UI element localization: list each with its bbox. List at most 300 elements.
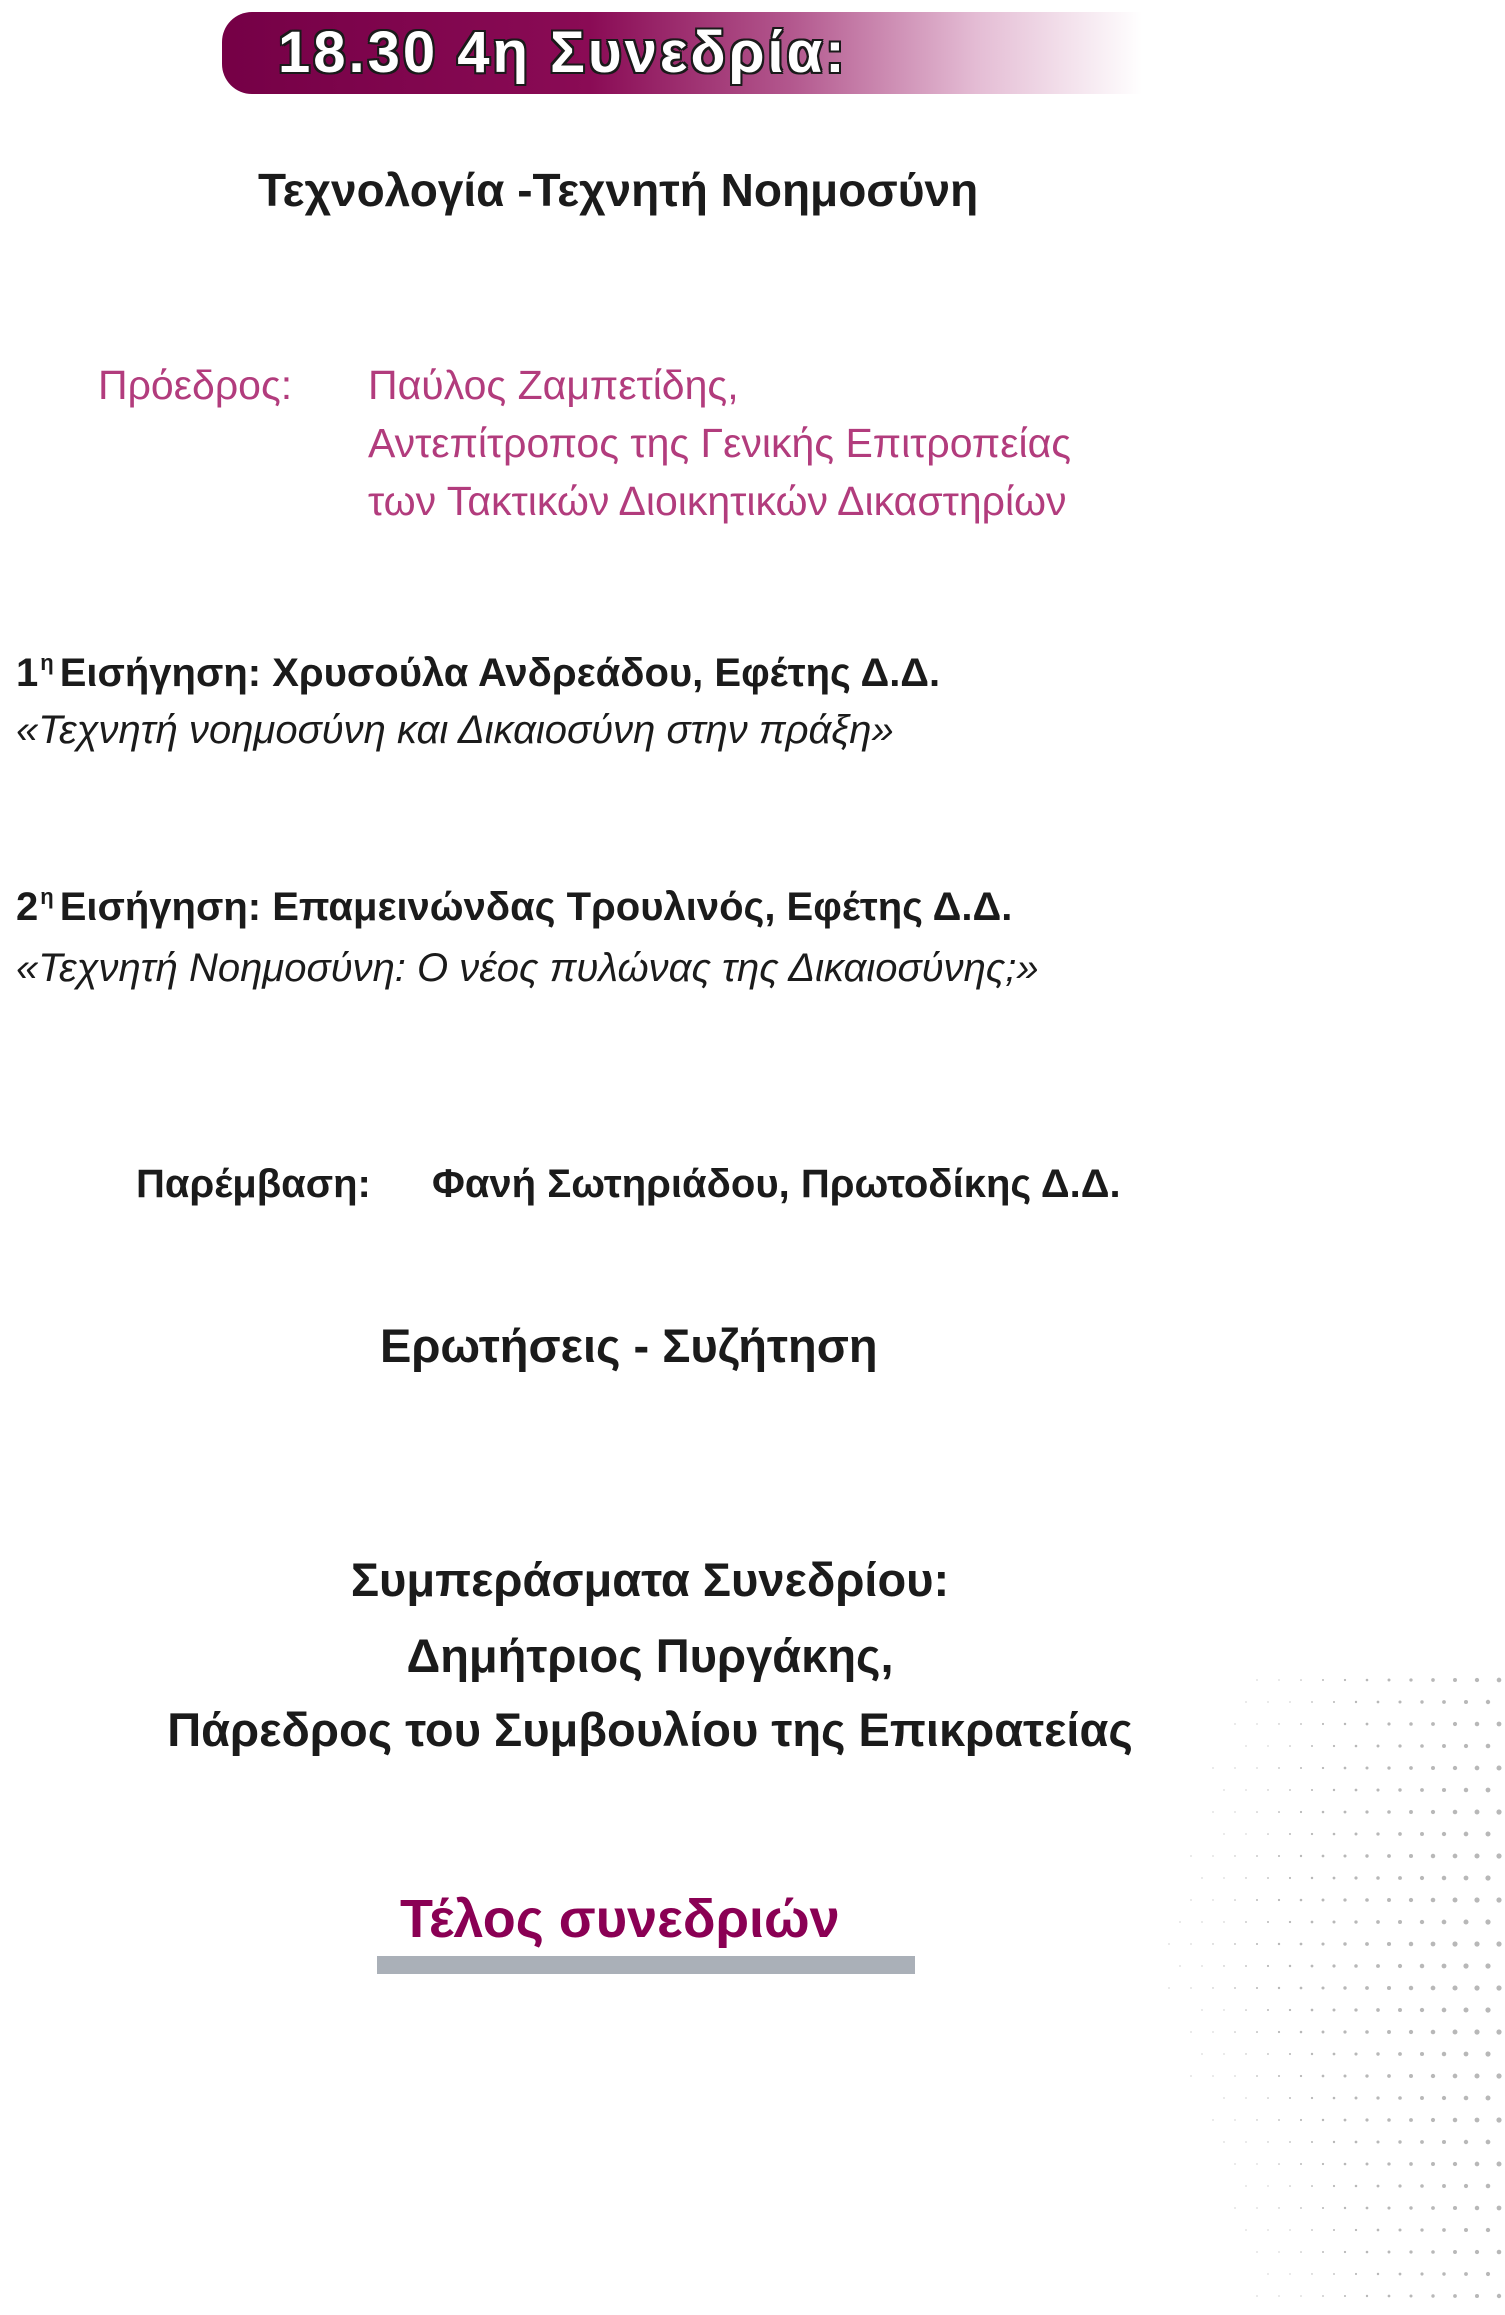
speech-2-speaker: Εισήγηση: Επαμεινώνδας Τρουλινός, Εφέτης Δ.Δ. <box>59 885 1013 929</box>
pattern-dot <box>1420 1744 1424 1748</box>
pattern-dot <box>1256 1767 1257 1768</box>
pattern-dot <box>1267 2229 1268 2230</box>
pattern-dot <box>1431 2294 1434 2297</box>
pattern-dot <box>1179 1921 1180 1922</box>
pattern-dot <box>1190 1943 1191 1944</box>
pattern-dot <box>1289 1701 1290 1702</box>
pattern-dot <box>1463 1963 1468 1968</box>
pattern-dot <box>1365 1986 1369 1990</box>
pattern-dot <box>1377 1745 1380 1748</box>
pattern-dot <box>1289 2097 1291 2099</box>
speech-1-title: «Τεχνητή νοημοσύνη και Δικαιοσύνη στην πράξη» <box>16 708 894 752</box>
pattern-dot <box>1387 1854 1391 1858</box>
pattern-dot <box>1333 2009 1336 2012</box>
pattern-dot <box>1343 1986 1346 1989</box>
pattern-dot <box>1475 1766 1480 1771</box>
pattern-dot <box>1354 2052 1357 2055</box>
pattern-dot <box>1289 1745 1291 1747</box>
pattern-dot <box>1387 2162 1390 2165</box>
pattern-dot <box>1431 2162 1435 2166</box>
pattern-dot <box>1212 1767 1213 1768</box>
pattern-dot <box>1278 2031 1280 2033</box>
chair-role-line-2: των Τακτικών Διοικητικών Δικαστηρίων <box>368 478 1067 524</box>
pattern-dot <box>1190 1855 1191 1856</box>
speech-1-speaker: Εισήγηση: Χρυσούλα Ανδρεάδου, Εφέτης Δ.Δ. <box>59 651 941 695</box>
pattern-dot <box>1365 2118 1368 2121</box>
pattern-dot <box>1442 2008 1447 2013</box>
pattern-dot <box>1234 2075 1235 2076</box>
pattern-dot <box>1431 2074 1435 2078</box>
pattern-dot <box>1496 2073 1501 2078</box>
pattern-dot <box>1387 1766 1390 1769</box>
pattern-dot <box>1464 2272 1468 2276</box>
pattern-dot <box>1376 1964 1380 1968</box>
pattern-dot <box>1190 1899 1191 1900</box>
pattern-dot <box>1387 2118 1391 2122</box>
pattern-dot <box>1485 2051 1490 2056</box>
pattern-dot <box>1485 2007 1490 2012</box>
pattern-dot <box>1420 2184 1424 2188</box>
pattern-dot <box>1190 2031 1191 2032</box>
pattern-dot <box>1223 1921 1224 1922</box>
pattern-dot <box>1496 1853 1501 1858</box>
pattern-dot <box>1245 1877 1246 1878</box>
pattern-dot <box>1311 2229 1313 2231</box>
pattern-dot <box>1453 1722 1457 1726</box>
pattern-dot <box>1278 1811 1280 1813</box>
pattern-dot <box>1376 2052 1379 2055</box>
pattern-dot <box>1278 2119 1280 2121</box>
pattern-dot <box>1355 1789 1358 1792</box>
pattern-dot <box>1398 2140 1401 2143</box>
pattern-dot <box>1409 1678 1412 1681</box>
pattern-dot <box>1431 1766 1435 1770</box>
pattern-dot <box>1245 2185 1246 2186</box>
pattern-dot <box>1201 2009 1202 2010</box>
pattern-dot <box>1464 1744 1468 1748</box>
pattern-dot <box>1420 2140 1424 2144</box>
pattern-dot <box>1344 2207 1346 2209</box>
pattern-dot <box>1486 2272 1490 2276</box>
pattern-dot <box>1267 1789 1268 1790</box>
pattern-dot <box>1355 2097 1358 2100</box>
pattern-dot <box>1300 2075 1302 2077</box>
pattern-dot <box>1311 2273 1312 2274</box>
pattern-dot <box>1420 2008 1424 2012</box>
pattern-dot <box>1355 2185 1358 2188</box>
pattern-dot <box>1355 1701 1357 1703</box>
pattern-dot <box>1245 1789 1246 1790</box>
pattern-dot <box>1278 2075 1280 2077</box>
pattern-dot <box>1398 1744 1401 1747</box>
session-title: 18.30 4η Συνεδρία: <box>278 20 848 85</box>
pattern-dot <box>1486 2228 1490 2232</box>
pattern-dot <box>1333 2185 1335 2187</box>
speech-1-ordinal: η <box>40 650 54 675</box>
pattern-dot <box>1201 2053 1202 2054</box>
pattern-dot <box>1366 1723 1369 1726</box>
pattern-dot <box>1420 2272 1423 2275</box>
pattern-dot <box>1223 1877 1224 1878</box>
pattern-dot <box>1453 2294 1457 2298</box>
pattern-dot <box>1398 2008 1402 2012</box>
pattern-dot <box>1366 1679 1369 1682</box>
pattern-dot <box>1464 1832 1469 1837</box>
pattern-dot <box>1420 1700 1423 1703</box>
pattern-dot <box>1343 2030 1346 2033</box>
pattern-dot <box>1223 1789 1224 1790</box>
pattern-dot <box>1344 1811 1347 1814</box>
pattern-dot <box>1442 2096 1446 2100</box>
pattern-dot <box>1289 2141 1291 2143</box>
pattern-dot <box>1475 2250 1479 2254</box>
pattern-dot <box>1212 1899 1213 1900</box>
pattern-dot <box>1464 2052 1469 2057</box>
pattern-dot <box>1486 1700 1490 1704</box>
pattern-dot <box>1387 1722 1390 1725</box>
pattern-dot <box>1355 2273 1357 2275</box>
pattern-dot <box>1475 1810 1480 1815</box>
conclusions-speaker: Δημήτριος Πυργάκης, <box>406 1629 894 1682</box>
pattern-dot <box>1245 2229 1246 2230</box>
pattern-dot <box>1474 1985 1479 1990</box>
pattern-dot <box>1333 2053 1336 2056</box>
pattern-dot <box>1474 2029 1479 2034</box>
pattern-dot <box>1322 2295 1324 2297</box>
decorative-dot-pattern <box>1115 1670 1505 2315</box>
pattern-dot <box>1201 1921 1202 1922</box>
pattern-dot <box>1278 1723 1279 1724</box>
pattern-dot <box>1409 1986 1413 1990</box>
pattern-dot <box>1398 1876 1402 1880</box>
pattern-dot <box>1398 1964 1402 1968</box>
pattern-dot <box>1485 1875 1490 1880</box>
pattern-dot <box>1486 1832 1491 1837</box>
pattern-dot <box>1398 2052 1402 2056</box>
pattern-dot <box>1322 1899 1325 1902</box>
pattern-dot <box>1463 1919 1468 1924</box>
pattern-dot <box>1289 2185 1291 2187</box>
pattern-dot <box>1168 1943 1169 1944</box>
pattern-dot <box>1453 1766 1457 1770</box>
pattern-dot <box>1267 1921 1269 1923</box>
pattern-dot <box>1300 1855 1302 1857</box>
pattern-dot <box>1420 2228 1423 2231</box>
pattern-dot <box>1475 1678 1479 1682</box>
pattern-dot <box>1311 1789 1313 1791</box>
pattern-dot <box>1431 1898 1436 1903</box>
pattern-dot <box>1256 1811 1258 1813</box>
pattern-dot <box>1366 2251 1369 2254</box>
pattern-dot <box>1475 2206 1479 2210</box>
pattern-dot <box>1431 1722 1435 1726</box>
pattern-dot <box>1267 2185 1268 2186</box>
pattern-dot <box>1223 2141 1224 2142</box>
pattern-dot <box>1354 1876 1357 1879</box>
pattern-dot <box>1311 1965 1314 1968</box>
pattern-dot <box>1190 1987 1191 1988</box>
pattern-dot <box>1267 1877 1269 1879</box>
conclusions-role: Πάρεδρος του Συμβουλίου της Επικρατείας <box>167 1703 1133 1756</box>
pattern-dot <box>1365 1766 1368 1769</box>
pattern-dot <box>1365 1810 1368 1813</box>
pattern-dot <box>1376 1788 1379 1791</box>
pattern-dot <box>1474 1941 1479 1946</box>
pattern-dot <box>1377 2185 1380 2188</box>
pattern-dot <box>1333 2273 1335 2275</box>
pattern-dot <box>1234 1767 1235 1768</box>
pattern-dot <box>1485 1963 1490 1968</box>
pattern-dot <box>1442 1964 1447 1969</box>
pattern-dot <box>1321 1942 1324 1945</box>
pattern-dot <box>1300 2295 1301 2296</box>
pattern-dot <box>1442 2228 1446 2232</box>
conclusions-label: Συμπεράσματα Συνεδρίου: <box>350 1553 950 1606</box>
pattern-dot <box>1453 2250 1457 2254</box>
pattern-dot <box>1453 2162 1457 2166</box>
pattern-dot <box>1234 1943 1236 1945</box>
pattern-dot <box>1332 1920 1335 1923</box>
pattern-dot <box>1278 1767 1280 1769</box>
pattern-dot <box>1344 2119 1347 2122</box>
pattern-dot <box>1289 1877 1291 1879</box>
pattern-dot <box>1366 2295 1368 2297</box>
pattern-dot <box>1387 1898 1391 1902</box>
pattern-dot <box>1354 1964 1358 1968</box>
pattern-dot <box>1496 1941 1501 1946</box>
pattern-dot <box>1355 1745 1358 1748</box>
pattern-dot <box>1322 1855 1325 1858</box>
pattern-dot <box>1420 2096 1424 2100</box>
pattern-dot <box>1431 1810 1435 1814</box>
pattern-dot <box>1245 2053 1246 2054</box>
pattern-dot <box>1475 2294 1479 2298</box>
pattern-dot <box>1409 2206 1412 2209</box>
pattern-dot <box>1300 1679 1302 1681</box>
pattern-dot <box>1376 2008 1380 2012</box>
pattern-dot <box>1256 2207 1257 2208</box>
pattern-dot <box>1420 1832 1424 1836</box>
pattern-dot <box>1464 2008 1469 2013</box>
pattern-dot <box>1333 1833 1336 1836</box>
pattern-dot <box>1431 2030 1436 2035</box>
pattern-dot <box>1420 1876 1424 1880</box>
pattern-dot <box>1245 1745 1246 1746</box>
pattern-dot <box>1420 1788 1424 1792</box>
pattern-dot <box>1431 1986 1436 1991</box>
pattern-dot <box>1278 2295 1279 2296</box>
pattern-dot <box>1256 1679 1257 1680</box>
pattern-dot <box>1322 1679 1324 1681</box>
pattern-dot <box>1474 1897 1479 1902</box>
pattern-dot <box>1497 1678 1502 1683</box>
pattern-dot <box>1409 2250 1412 2253</box>
pattern-dot <box>1256 2119 1257 2120</box>
pattern-dot <box>1409 1810 1413 1814</box>
pattern-dot <box>1409 1766 1413 1770</box>
pattern-dot <box>1322 2031 1325 2034</box>
pattern-dot <box>1311 2053 1313 2055</box>
pattern-dot <box>1311 1745 1313 1747</box>
pattern-dot <box>1245 2097 1246 2098</box>
speech-1-number: 1 <box>16 651 39 695</box>
pattern-dot <box>1322 2251 1324 2253</box>
pattern-dot <box>1376 1920 1380 1924</box>
pattern-dot <box>1496 2117 1501 2122</box>
pattern-dot <box>1496 1985 1501 1990</box>
pattern-dot <box>1442 1700 1446 1704</box>
pattern-dot <box>1355 2141 1358 2144</box>
pattern-dot <box>1453 2074 1458 2079</box>
pattern-dot <box>1267 1833 1269 1835</box>
pattern-dot <box>1399 2229 1402 2232</box>
pattern-dot <box>1256 1987 1258 1989</box>
pattern-dot <box>1223 1965 1224 1966</box>
pattern-dot <box>1387 2030 1391 2034</box>
speech-2-number: 2 <box>16 885 39 929</box>
pattern-dot <box>1311 1701 1313 1703</box>
pattern-dot <box>1322 2163 1324 2165</box>
pattern-dot <box>1234 2163 1235 2164</box>
pattern-dot <box>1343 2074 1346 2077</box>
pattern-dot <box>1420 1920 1424 1924</box>
pattern-dot <box>1278 1987 1280 1989</box>
pattern-dot <box>1486 2140 1491 2145</box>
pattern-dot <box>1376 1876 1380 1880</box>
pattern-dot <box>1300 2251 1302 2253</box>
pattern-dot <box>1497 2162 1502 2167</box>
pattern-dot <box>1322 2119 1324 2121</box>
pattern-dot <box>1245 1701 1246 1702</box>
pattern-dot <box>1474 2073 1479 2078</box>
pattern-dot <box>1223 2097 1224 2098</box>
pattern-dot <box>1344 2295 1346 2297</box>
pattern-dot <box>1377 1701 1380 1704</box>
pattern-dot <box>1289 2009 1291 2011</box>
pattern-dot <box>1267 2141 1268 2142</box>
pattern-dot <box>1245 1965 1247 1967</box>
pattern-dot <box>1256 1855 1258 1857</box>
pattern-dot <box>1256 2163 1257 2164</box>
pattern-dot <box>1212 1943 1213 1944</box>
speech-2-heading <box>16 884 1012 930</box>
pattern-dot <box>1245 2141 1246 2142</box>
end-title: Τέλος συνεδριών <box>400 1889 840 1949</box>
pattern-dot <box>1289 2053 1291 2055</box>
pattern-dot <box>1387 1942 1391 1946</box>
pattern-dot <box>1212 1811 1213 1812</box>
pattern-dot <box>1267 1701 1268 1702</box>
pattern-dot <box>1387 2206 1390 2209</box>
pattern-dot <box>1475 2118 1480 2123</box>
pattern-dot <box>1245 2009 1247 2011</box>
pattern-dot <box>1388 2251 1391 2254</box>
pattern-dot <box>1234 1811 1235 1812</box>
pattern-dot <box>1333 1877 1336 1880</box>
pattern-dot <box>1267 2097 1269 2099</box>
pattern-dot <box>1256 2075 1258 2077</box>
pattern-dot <box>1464 1788 1468 1792</box>
pattern-dot <box>1311 2141 1313 2143</box>
pattern-dot <box>1387 2074 1391 2078</box>
pattern-dot <box>1365 1942 1369 1946</box>
pattern-dot <box>1344 1723 1346 1725</box>
pattern-dot <box>1442 1920 1447 1925</box>
pattern-dot <box>1486 2096 1491 2101</box>
pattern-dot <box>1431 1678 1435 1682</box>
pattern-dot <box>1300 2163 1302 2165</box>
pattern-dot <box>1453 1678 1457 1682</box>
pattern-dot <box>1442 2184 1446 2188</box>
pattern-dot <box>1289 2229 1290 2230</box>
chair-label: Πρόεδρος: <box>98 362 293 408</box>
pattern-dot <box>1464 1876 1469 1881</box>
pattern-dot <box>1464 2184 1468 2188</box>
speech-2-ordinal: η <box>40 884 54 909</box>
pattern-dot <box>1278 2207 1279 2208</box>
pattern-dot <box>1344 1679 1346 1681</box>
pattern-dot <box>1256 1723 1257 1724</box>
pattern-dot <box>1376 2140 1379 2143</box>
pattern-dot <box>1311 2009 1314 2012</box>
pattern-dot <box>1442 2052 1446 2056</box>
chair-role-line-1: Αντεπίτροπος της Γενικής Επιτροπείας <box>368 420 1072 466</box>
pattern-dot <box>1322 2075 1325 2078</box>
pattern-dot <box>1256 2031 1258 2033</box>
pattern-dot <box>1300 1723 1302 1725</box>
pattern-dot <box>1453 1810 1458 1815</box>
discussion-heading: Ερωτήσεις - Συζήτηση <box>380 1319 878 1372</box>
pattern-dot <box>1278 1899 1280 1901</box>
pattern-dot <box>1234 2119 1235 2120</box>
pattern-dot <box>1267 1965 1269 1967</box>
pattern-dot <box>1289 1921 1291 1923</box>
pattern-dot <box>1343 1942 1346 1945</box>
pattern-dot <box>1321 1986 1324 1989</box>
pattern-dot <box>1409 1898 1413 1902</box>
pattern-dot <box>1388 1679 1391 1682</box>
pattern-dot <box>1179 1965 1180 1966</box>
pattern-dot <box>1398 1920 1402 1924</box>
pattern-dot <box>1333 2097 1336 2100</box>
session-topic: Τεχνολογία -Τεχνητή Νοημοσύνη <box>258 164 979 216</box>
pattern-dot <box>1387 1810 1391 1814</box>
pattern-dot <box>1431 1942 1436 1947</box>
pattern-dot <box>1300 1899 1303 1902</box>
pattern-dot <box>1212 2031 1213 2032</box>
pattern-dot <box>1267 1745 1268 1746</box>
pattern-dot <box>1409 1854 1413 1858</box>
pattern-dot <box>1300 1767 1302 1769</box>
pattern-dot <box>1452 1985 1457 1990</box>
pattern-dot <box>1256 2251 1257 2252</box>
pattern-dot <box>1442 2140 1446 2144</box>
pattern-dot <box>1289 1789 1291 1791</box>
pattern-dot <box>1398 1788 1401 1791</box>
pattern-dot <box>1409 1942 1413 1946</box>
pattern-dot <box>1223 2009 1224 2010</box>
pattern-dot <box>1377 2229 1380 2232</box>
pattern-dot <box>1398 1700 1401 1703</box>
pattern-dot <box>1300 2207 1302 2209</box>
pattern-dot <box>1377 2273 1379 2275</box>
pattern-dot <box>1168 1987 1169 1988</box>
pattern-dot <box>1322 1811 1325 1814</box>
pattern-dot <box>1234 1855 1235 1856</box>
pattern-dot <box>1267 2009 1269 2011</box>
pattern-dot <box>1201 1965 1202 1966</box>
pattern-dot <box>1485 1919 1490 1924</box>
